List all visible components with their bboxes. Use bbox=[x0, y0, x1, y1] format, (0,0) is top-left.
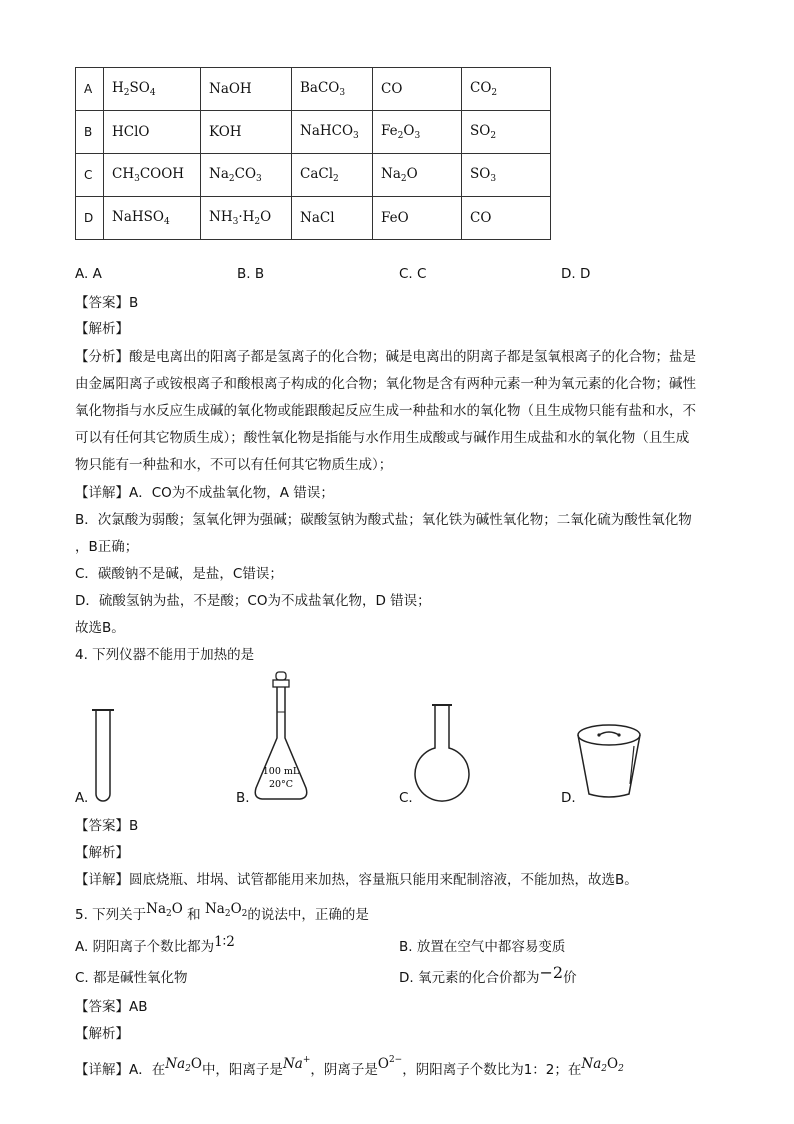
table-row bbox=[76, 197, 551, 240]
table-cell bbox=[373, 197, 462, 240]
formula-na2o: $Na_2O$ bbox=[146, 901, 183, 919]
formula: NaCl bbox=[300, 210, 335, 226]
option-c: C. C bbox=[399, 266, 427, 282]
table-cell bbox=[104, 197, 201, 240]
table-cell bbox=[462, 111, 551, 154]
table-cell bbox=[462, 154, 551, 197]
formula: $CO_2$ bbox=[470, 80, 498, 98]
answer-label: 【答案】B bbox=[75, 818, 139, 834]
analysis-line: 物只能有一种盐和水，不可以有任何其它物质生成）； bbox=[75, 457, 393, 473]
detail-line: 【详解】圆底烧瓶、坩埚、试管都能用来加热，容量瓶只能用来配制溶液，不能加热，故选B。 bbox=[75, 872, 638, 888]
table-row bbox=[76, 68, 551, 111]
formula: $Fe_2O_3$ bbox=[381, 123, 421, 141]
analysis-line: 由金属阳离子或铵根离子和酸根离子构成的化合物；氧化物是含有两种元素一种为氧元素的化合物；碱性 bbox=[75, 376, 696, 392]
formula: NaHSO$_4$ bbox=[112, 209, 170, 227]
table-cell bbox=[373, 68, 462, 111]
answer-label: 【答案】B bbox=[75, 295, 139, 311]
option-d: D. D bbox=[561, 266, 591, 282]
table-cell bbox=[292, 154, 373, 197]
option-a: A. A bbox=[75, 266, 102, 282]
row-key: A bbox=[76, 68, 104, 111]
formula: CO bbox=[470, 210, 492, 226]
analysis-label: 【解析】 bbox=[75, 845, 129, 861]
test-tube-icon bbox=[88, 706, 118, 806]
option-c: C. bbox=[399, 790, 413, 806]
table-cell bbox=[201, 197, 292, 240]
flask-temp-label: 20°C bbox=[268, 779, 294, 790]
question-5-stem: 5. 下列关于$Na_2O$ 和 $Na_2O_2$的说法中，正确的是 bbox=[75, 901, 369, 923]
option-b: B. 放置在空气中都容易变质 bbox=[399, 939, 566, 955]
table-cell bbox=[292, 111, 373, 154]
table-cell bbox=[373, 154, 462, 197]
formula: CaCl$_2$ bbox=[300, 166, 339, 184]
row-key: C bbox=[76, 154, 104, 197]
table-cell bbox=[201, 111, 292, 154]
table-cell bbox=[462, 68, 551, 111]
analysis-line: 氧化物指与水反应生成碱的氧化物或能跟酸起反应生成一种盐和水的氧化物（且生成物只能有盐和水，不 bbox=[75, 403, 696, 419]
option-c: C. 都是碱性氧化物 bbox=[75, 970, 188, 986]
formula: NaOH bbox=[209, 81, 252, 97]
formula: FeO bbox=[381, 210, 409, 226]
compound-table bbox=[75, 67, 551, 240]
detail-line: B．次氯酸为弱酸；氢氧化钾为强碱；碳酸氢钠为酸式盐；氧化铁为碱性氧化物；二氧化硫为酸性氧化物 bbox=[75, 512, 692, 528]
table-cell bbox=[292, 197, 373, 240]
row-key: B bbox=[76, 111, 104, 154]
formula: $Na_2O$ bbox=[381, 166, 418, 184]
question-4-stem: 4. 下列仪器不能用于加热的是 bbox=[75, 647, 255, 663]
option-a: A. 阴阳离子个数比都为1∶2 bbox=[75, 934, 235, 955]
formula: $CH_3COOH$ bbox=[112, 166, 185, 184]
answer-label: 【答案】AB bbox=[75, 999, 148, 1015]
analysis-line: 【分析】酸是电离出的阳离子都是氢离子的化合物；碱是电离出的阴离子都是氢氧根离子的化合物；盐是 bbox=[75, 349, 696, 365]
option-d: D. 氧元素的化合价都为−2价 bbox=[399, 963, 577, 986]
volumetric-flask-icon bbox=[248, 670, 318, 805]
formula: BaCO$_3$ bbox=[300, 80, 346, 98]
formula: $H_2SO_4$ bbox=[112, 80, 156, 98]
formula: NaHCO$_3$ bbox=[300, 123, 359, 141]
formula: HClO bbox=[112, 124, 150, 140]
formula: KOH bbox=[209, 124, 242, 140]
formula: $SO_2$ bbox=[470, 123, 497, 141]
analysis-label: 【解析】 bbox=[75, 321, 129, 337]
analysis-label: 【解析】 bbox=[75, 1026, 129, 1042]
table-row bbox=[76, 111, 551, 154]
option-b: B. B bbox=[237, 266, 265, 282]
option-a: A. bbox=[75, 790, 89, 806]
table-cell bbox=[201, 68, 292, 111]
detail-line: 故选B。 bbox=[75, 620, 125, 636]
table-cell bbox=[462, 197, 551, 240]
option-d: D. bbox=[561, 790, 576, 806]
analysis-line: 可以有任何其它物质生成）；酸性氧化物是指能与水作用生成酸或与碱作用生成盐和水的氧化物（且生成 bbox=[75, 430, 690, 446]
table-cell bbox=[292, 68, 373, 111]
detail-line: D．硫酸氢钠为盐，不是酸；CO为不成盐氧化物，D 错误； bbox=[75, 593, 431, 609]
detail-line: ，B正确； bbox=[75, 539, 139, 555]
detail-line: C．碳酸钠不是碱，是盐，C错误； bbox=[75, 566, 283, 582]
row-key: D bbox=[76, 197, 104, 240]
table-row bbox=[76, 154, 551, 197]
detail-line: 【详解】A．CO为不成盐氧化物，A 错误； bbox=[75, 485, 334, 501]
table-cell bbox=[104, 154, 201, 197]
round-bottom-flask-icon bbox=[412, 700, 472, 805]
table-cell bbox=[104, 111, 201, 154]
table-cell bbox=[104, 68, 201, 111]
formula: $NH_3\cdot H_2O$ bbox=[209, 209, 272, 227]
formula: $Na_2CO_3$ bbox=[209, 166, 262, 184]
table-cell bbox=[201, 154, 292, 197]
flask-volume-label: 100 mL bbox=[262, 766, 300, 777]
formula-na2o2: $Na_2O_2$ bbox=[204, 901, 248, 919]
formula: CO bbox=[381, 81, 403, 97]
formula: $SO_3$ bbox=[470, 166, 497, 184]
detail-line: 【详解】A．在$Na_2O$中，阳离子是Na+，阴离子是$O^{2-}$，阴阳离子个数比为1：2；在$Na_2O_2$ bbox=[75, 1055, 624, 1078]
option-b: B. bbox=[236, 790, 250, 806]
table-cell bbox=[373, 111, 462, 154]
crucible-icon bbox=[574, 716, 644, 802]
